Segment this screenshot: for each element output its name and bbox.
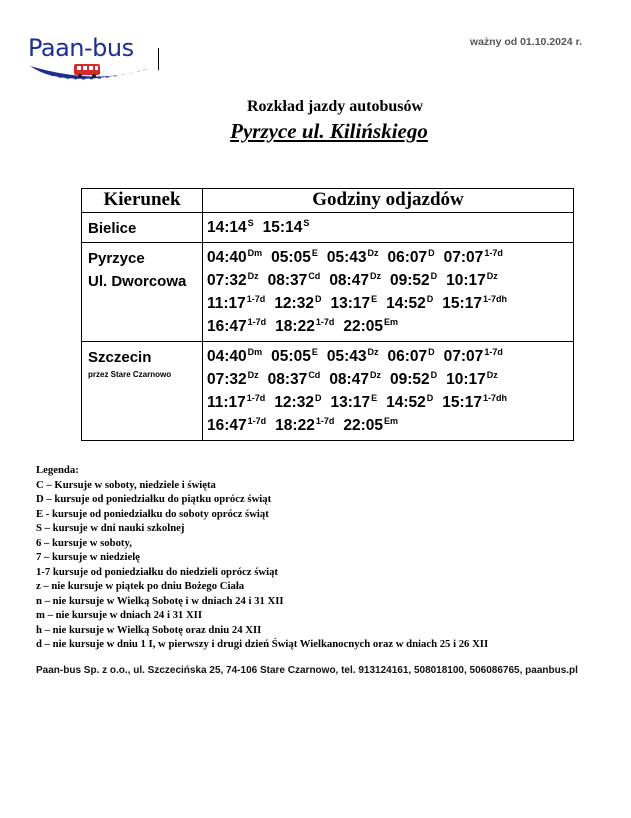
departure-time-value: 06:07 (387, 249, 428, 266)
departure-time-value: 07:32 (207, 272, 247, 289)
departure-time (271, 345, 318, 368)
departure-mark: E (371, 393, 378, 403)
departure-mark: Dm (247, 248, 263, 258)
departure-time-value: 06:07 (387, 348, 428, 365)
departures-line (207, 345, 573, 368)
departure-time (444, 345, 503, 368)
departure-time (274, 391, 321, 414)
departure-time-value: 12:32 (274, 295, 314, 312)
departure-mark: S (303, 218, 310, 228)
departure-time (268, 368, 321, 391)
departure-time-value: 14:14 (207, 219, 247, 236)
direction-cell (82, 243, 203, 342)
departure-time (388, 246, 435, 269)
departure-time (343, 315, 398, 338)
legend-item: z – nie kursuje w piątek po dniu Bożego Ciała (36, 580, 245, 592)
departure-time (207, 269, 259, 292)
departure-mark: Dz (486, 370, 498, 380)
departure-mark: Dm (247, 347, 263, 357)
logo-divider (158, 48, 159, 70)
departure-time (207, 391, 265, 414)
departure-time (275, 315, 334, 338)
departure-mark: D (428, 248, 435, 258)
departure-time-value: 16:47 (207, 318, 247, 335)
direction-name: Bielice (88, 220, 137, 237)
departure-time (268, 269, 321, 292)
departure-mark: Em (384, 317, 399, 327)
departure-time-value: 13:17 (330, 295, 371, 312)
departure-time-value: 15:14 (262, 219, 303, 236)
legend (36, 463, 488, 652)
timetable-row (82, 213, 574, 243)
departures-cell (203, 213, 574, 243)
departure-time (207, 414, 266, 437)
company-logo (28, 34, 158, 92)
departure-time (442, 292, 507, 315)
departure-time (390, 269, 437, 292)
departure-time-value: 13:17 (330, 394, 371, 411)
departure-time-value: 05:05 (271, 249, 311, 266)
legend-item: h – nie kursuje w Wielką Sobotę oraz dniu 24 XII (36, 623, 262, 636)
departure-mark: Cd (308, 271, 321, 281)
departure-time (207, 315, 266, 338)
legend-item: D – kursuje od poniedziałku do piątku oprócz świąt (36, 493, 272, 505)
legend-item: n – nie kursuje w Wielką Sobotę i w dniach 24 i 31 XII (36, 594, 284, 607)
departure-mark: 1-7d (484, 347, 503, 357)
departure-time-value: 08:37 (267, 272, 308, 289)
departure-time (386, 292, 433, 315)
departure-time (275, 414, 334, 437)
departure-mark: Em (384, 416, 399, 426)
departure-time-value: 10:17 (446, 272, 486, 289)
departure-time (329, 368, 381, 391)
logo-text: Paan-bus (28, 34, 134, 62)
departure-time (343, 414, 398, 437)
departure-time-value: 05:43 (326, 348, 367, 365)
departure-time (446, 269, 498, 292)
bus-road-logo-icon (28, 58, 153, 92)
legend-item: S – kursuje w dni nauki szkolnej (36, 522, 185, 534)
departure-time (442, 391, 507, 414)
departure-mark: Dz (247, 370, 259, 380)
departures-line (207, 414, 573, 437)
departure-time-value: 15:17 (442, 295, 482, 312)
departure-mark: Dz (486, 271, 498, 281)
departure-time (263, 216, 310, 239)
departure-time-value: 05:05 (271, 348, 311, 365)
departure-mark: E (311, 248, 318, 258)
departure-time (207, 292, 265, 315)
departure-mark: Dz (367, 248, 379, 258)
direction-cell (82, 213, 203, 243)
departure-time (327, 246, 379, 269)
departure-time-value: 15:17 (442, 394, 482, 411)
direction-name-line2: Ul. Dworcowa (88, 273, 187, 290)
departure-time-value: 12:32 (274, 394, 314, 411)
departures-line (207, 269, 573, 292)
departure-time-value: 08:47 (329, 272, 369, 289)
departures-line (207, 315, 573, 338)
departure-time-value: 04:40 (207, 348, 247, 365)
departure-mark: S (247, 218, 254, 228)
departures-line (207, 368, 573, 391)
departure-time-value: 14:52 (386, 394, 426, 411)
departure-mark: D (430, 271, 438, 281)
legend-item: E - kursuje od poniedziałku do soboty oprócz świąt (36, 507, 269, 520)
departure-time (207, 345, 262, 368)
departure-time-value: 05:43 (326, 249, 367, 266)
departure-time-value: 10:17 (446, 371, 486, 388)
legend-item: 7 – kursuje w niedzielę (36, 551, 140, 563)
departure-time-value: 07:07 (443, 249, 484, 266)
departure-mark: E (311, 347, 318, 357)
departure-mark: Dz (369, 271, 381, 281)
direction-via-note: przez Stare Czarnowo (88, 370, 172, 379)
departure-time (207, 368, 259, 391)
departure-time-value: 08:47 (329, 371, 369, 388)
departure-mark: 1-7d (246, 393, 266, 403)
departure-mark: D (314, 393, 322, 403)
departure-time-value: 09:52 (389, 371, 430, 388)
departure-time (446, 368, 498, 391)
legend-title: Legenda: (36, 464, 79, 476)
timetable (81, 188, 574, 441)
departure-time-value: 16:47 (207, 417, 247, 434)
departure-mark: E (371, 294, 378, 304)
column-header-departures: Godziny odjazdów (203, 189, 574, 213)
departure-mark: 1-7d (247, 416, 267, 426)
departure-time (329, 269, 381, 292)
company-footer: Paan-bus Sp. z o.o., ul. Szczecińska 25, 74-106 Stare Czarnowo, tel. 913124161, 508018100, 506086765, paanbus.pl (36, 665, 578, 676)
departure-time-value: 18:22 (275, 318, 315, 335)
departure-time-value: 18:22 (275, 417, 315, 434)
departure-time-value: 07:32 (207, 371, 247, 388)
departure-time (390, 368, 437, 391)
departure-mark: 1-7d (315, 317, 335, 327)
departure-time (207, 246, 262, 269)
timetable-row (82, 243, 574, 342)
departure-time-value: 22:05 (343, 417, 383, 434)
departure-mark: D (314, 294, 322, 304)
legend-item: d – nie kursuje w dniu 1 I, w pierwszy i drugi dzień Świąt Wielkanocnych oraz w dniach 25 i 26 XII (36, 638, 489, 650)
departures-line (207, 391, 573, 414)
departure-time-value: 11:17 (207, 295, 246, 312)
timetable-row (82, 342, 574, 441)
legend-item: m – nie kursuje w dniach 24 i 31 XII (36, 609, 202, 621)
departure-mark: 1-7d (246, 294, 266, 304)
valid-from-note: ważny od 01.10.2024 r. (469, 36, 582, 48)
departure-time-value: 07:07 (443, 348, 484, 365)
stop-name: Pyrzyce ul. Kilińskiego (230, 119, 428, 143)
departure-mark: 1-7dh (482, 294, 507, 304)
departure-time-value: 11:17 (207, 394, 246, 411)
departure-time (207, 216, 254, 239)
departure-mark: D (426, 294, 434, 304)
departure-mark: Dz (247, 271, 259, 281)
column-header-direction: Kierunek (82, 189, 203, 213)
departure-mark: 1-7d (484, 248, 503, 258)
legend-item: C – Kursuje w soboty, niedziele i święta (36, 478, 216, 491)
departure-time-value: 04:40 (207, 249, 247, 266)
departure-time (330, 391, 377, 414)
departures-cell (203, 243, 574, 342)
departure-mark: D (428, 347, 435, 357)
departures-line (207, 292, 573, 315)
departures-line (207, 246, 573, 269)
departure-time-value: 22:05 (343, 318, 383, 335)
schedule-title: Rozkład jazdy autobusów (246, 98, 424, 115)
departure-time (330, 292, 377, 315)
direction-cell (82, 342, 203, 441)
departures-line (207, 216, 573, 239)
departure-time-value: 09:52 (389, 272, 430, 289)
direction-name: Pyrzyce (88, 250, 145, 267)
departures-cell (203, 342, 574, 441)
departure-mark: 1-7d (315, 416, 335, 426)
legend-item: 6 – kursuje w soboty, (36, 536, 132, 549)
departure-mark: 1-7dh (482, 393, 507, 403)
departure-time-value: 08:37 (267, 371, 308, 388)
departure-mark: D (430, 370, 438, 380)
departure-time-value: 14:52 (386, 295, 426, 312)
departure-time (386, 391, 433, 414)
departure-mark: Dz (367, 347, 379, 357)
departure-mark: 1-7d (247, 317, 267, 327)
departure-mark: Dz (369, 370, 381, 380)
departure-time (271, 246, 318, 269)
departure-time (444, 246, 503, 269)
departure-mark: D (426, 393, 434, 403)
departure-time (388, 345, 435, 368)
departure-time (274, 292, 321, 315)
direction-name: Szczecin (88, 349, 152, 366)
legend-item: 1-7 kursuje od poniedziałku do niedzieli oprócz świąt (36, 565, 278, 578)
departure-time (327, 345, 379, 368)
departure-mark: Cd (308, 370, 321, 380)
